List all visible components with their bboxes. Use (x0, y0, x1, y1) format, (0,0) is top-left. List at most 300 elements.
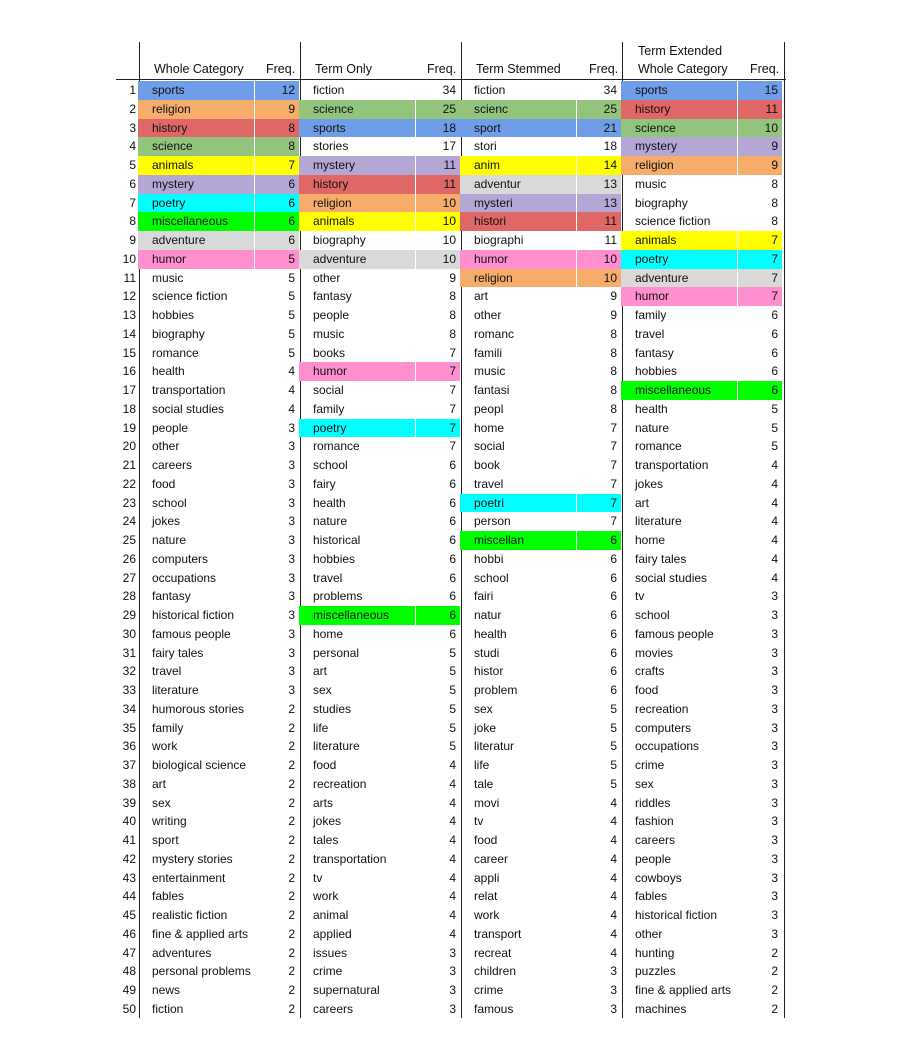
rank-number: 49 (122, 983, 136, 997)
table-cell-col1 (138, 831, 299, 850)
term-label: literature (313, 739, 360, 754)
col1-header-freq: Freq. (266, 62, 296, 76)
frequency-value: 5 (288, 345, 295, 360)
table-cell-col1 (138, 962, 299, 981)
table-cell-col3 (460, 456, 621, 475)
term-label: humor (460, 250, 576, 269)
rank-number: 32 (122, 664, 136, 679)
frequency-value: 5 (610, 776, 617, 791)
term-label: puzzles (635, 964, 676, 979)
frequency-value: 3 (771, 645, 778, 660)
rank-number: 38 (122, 776, 136, 791)
frequency-value: 6 (737, 381, 782, 400)
table-cell-col4 (621, 662, 782, 681)
frequency-value: 2 (771, 983, 778, 997)
row-spacer (0, 231, 116, 250)
table-cell-col3 (460, 869, 621, 888)
term-label: entertainment (152, 870, 226, 885)
term-label: literature (152, 683, 199, 697)
term-label: crafts (635, 664, 665, 679)
term-label: fine & applied arts (152, 926, 249, 941)
frequency-value: 2 (288, 926, 295, 941)
table-cell-col3 (460, 550, 621, 569)
table-cell-col3 (460, 962, 621, 981)
table-cell-col3 (460, 100, 621, 119)
frequency-value: 18 (603, 139, 617, 154)
term-label: tv (474, 814, 484, 829)
row-spacer (0, 344, 116, 363)
frequency-value: 7 (610, 458, 617, 472)
term-label: fantasy (635, 345, 674, 360)
table-cell-col2 (299, 925, 460, 944)
rank-number: 11 (123, 270, 136, 285)
term-label: travel (635, 326, 665, 341)
table-cell-col2 (299, 231, 460, 250)
rank-number: 20 (122, 439, 136, 454)
table-cell-col1 (138, 662, 299, 681)
term-label: adventur (460, 175, 576, 194)
term-label: social studies (152, 401, 225, 416)
rank-number: 22 (122, 476, 136, 491)
table-cell-col1 (138, 906, 299, 925)
column-divider (784, 42, 785, 1018)
rank-number: 30 (122, 626, 136, 641)
frequency-value: 3 (449, 964, 456, 979)
frequency-value: 3 (771, 758, 778, 772)
table-cell-col3 (460, 269, 621, 288)
term-label: home (635, 533, 666, 547)
frequency-value: 9 (449, 270, 456, 285)
term-label: biography (152, 326, 205, 341)
table-cell-col2 (299, 869, 460, 888)
frequency-value: 6 (254, 212, 299, 231)
row-spacer (0, 287, 116, 306)
term-label: issues (313, 945, 348, 960)
frequency-value: 6 (449, 570, 456, 585)
frequency-value: 4 (771, 514, 778, 529)
frequency-value: 7 (449, 383, 456, 397)
rank-number: 23 (122, 495, 136, 510)
table-cell-col3 (460, 231, 621, 250)
rank-number: 9 (129, 233, 136, 247)
frequency-value: 6 (254, 231, 299, 250)
term-label: miscellaneous (138, 212, 254, 231)
rank-number: 39 (122, 795, 136, 810)
row-spacer (0, 850, 116, 869)
frequency-value: 15 (737, 81, 782, 100)
table-cell-col2 (299, 606, 460, 625)
frequency-value: 6 (449, 551, 456, 566)
term-label: book (474, 458, 501, 472)
term-label: career (474, 851, 509, 866)
rank-number: 5 (129, 158, 136, 172)
term-label: riddles (635, 795, 671, 810)
row-spacer (0, 944, 116, 963)
frequency-value: 17 (442, 139, 456, 154)
term-label: humorous stories (152, 701, 245, 716)
term-label: home (313, 626, 344, 641)
term-label: careers (635, 833, 676, 847)
rank-number: 37 (122, 758, 136, 772)
table-cell-col4 (621, 906, 782, 925)
term-label: hobbies (635, 364, 678, 379)
rank-number: 47 (122, 945, 136, 960)
term-label: miscellan (460, 531, 576, 550)
term-label: travel (313, 570, 343, 585)
term-label: travel (152, 664, 182, 679)
table-cell-col2 (299, 306, 460, 325)
frequency-value: 4 (771, 495, 778, 510)
frequency-value: 3 (771, 739, 778, 754)
frequency-value: 3 (288, 645, 295, 660)
table-cell-col3 (460, 1000, 621, 1019)
table-cell-col3 (460, 287, 621, 306)
table-cell-col3 (460, 662, 621, 681)
frequency-value: 8 (610, 345, 617, 360)
term-label: fairy tales (635, 551, 687, 566)
term-label: poetri (460, 494, 576, 513)
frequency-value: 2 (288, 983, 295, 997)
rank-number: 50 (122, 1001, 136, 1016)
frequency-value: 3 (288, 664, 295, 679)
term-label: transportation (313, 851, 387, 866)
frequency-value: 5 (288, 326, 295, 341)
table-cell-col4 (621, 306, 782, 325)
term-label: health (635, 401, 668, 416)
frequency-value: 2 (288, 776, 295, 791)
frequency-value: 4 (449, 795, 456, 810)
term-label: hobbi (474, 551, 504, 566)
term-label: scienc (460, 100, 576, 119)
row-spacer (0, 569, 116, 588)
table-cell-col4 (621, 269, 782, 288)
frequency-value: 8 (610, 401, 617, 416)
term-label: sport (460, 119, 576, 138)
term-label: problems (313, 589, 363, 604)
table-cell-col4 (621, 1000, 782, 1019)
rank-number: 15 (122, 345, 136, 360)
term-label: famous (474, 1001, 514, 1016)
table-cell-col1 (138, 587, 299, 606)
term-label: social (313, 383, 344, 397)
row-spacer (0, 531, 116, 550)
table-cell-col3 (460, 587, 621, 606)
row-spacer (0, 700, 116, 719)
row-spacer (0, 756, 116, 775)
frequency-value: 2 (288, 889, 295, 904)
rank-number: 18 (122, 401, 136, 416)
table-cell-col2 (299, 494, 460, 513)
table-cell-col1 (138, 531, 299, 550)
frequency-value: 3 (288, 626, 295, 641)
frequency-value: 6 (610, 626, 617, 641)
frequency-value: 6 (576, 531, 621, 550)
table-cell-col2 (299, 175, 460, 194)
table-cell-col4 (621, 550, 782, 569)
table-cell-col2 (299, 475, 460, 494)
table-cell-col2 (299, 194, 460, 213)
frequency-value: 2 (288, 701, 295, 716)
table-cell-col3 (460, 700, 621, 719)
frequency-value: 4 (449, 926, 456, 941)
frequency-value: 2 (771, 964, 778, 979)
rank-number: 24 (122, 514, 136, 529)
frequency-value: 13 (576, 175, 621, 194)
table-cell-col1 (138, 775, 299, 794)
frequency-value: 7 (576, 494, 621, 513)
term-label: humor (138, 250, 254, 269)
term-label: biographi (474, 233, 524, 247)
col3-header-freq: Freq. (589, 62, 619, 76)
frequency-value: 3 (610, 1001, 617, 1016)
frequency-value: 7 (610, 420, 617, 435)
row-spacer (0, 419, 116, 438)
frequency-value: 2 (288, 870, 295, 885)
frequency-value: 3 (771, 608, 778, 622)
frequency-value: 4 (449, 851, 456, 866)
row-spacer (0, 644, 116, 663)
row-spacer (0, 381, 116, 400)
term-label: historical (313, 533, 361, 547)
frequency-value: 3 (288, 476, 295, 491)
term-label: occupations (152, 570, 217, 585)
frequency-value: 4 (449, 889, 456, 904)
frequency-value: 10 (442, 233, 456, 247)
frequency-value: 11 (415, 175, 460, 194)
table-cell-col1 (138, 944, 299, 963)
term-label: movies (635, 645, 674, 660)
term-label: family (313, 401, 345, 416)
term-label: sports (299, 119, 415, 138)
term-label: people (313, 308, 350, 322)
frequency-value: 5 (771, 401, 778, 416)
term-label: religion (138, 100, 254, 119)
rank-number: 34 (122, 701, 136, 716)
table-cell-col3 (460, 737, 621, 756)
rank-number: 29 (122, 608, 136, 622)
table-cell-col2 (299, 81, 460, 100)
frequency-value: 6 (449, 626, 456, 641)
row-spacer (0, 662, 116, 681)
term-label: romanc (474, 326, 515, 341)
table-cell-col2 (299, 644, 460, 663)
table-cell-col2 (299, 325, 460, 344)
table-cell-col1 (138, 362, 299, 381)
rank-number: 19 (122, 420, 136, 435)
term-label: books (313, 345, 346, 360)
term-label: hobbies (152, 308, 195, 322)
term-label: music (152, 270, 184, 285)
table-cell-col2 (299, 812, 460, 831)
rank-number: 42 (122, 851, 136, 866)
frequency-value: 6 (449, 514, 456, 529)
table-cell-col2 (299, 287, 460, 306)
term-label: fantasy (152, 589, 191, 604)
table-cell-col3 (460, 512, 621, 531)
term-label: crime (635, 758, 665, 772)
frequency-value: 8 (449, 326, 456, 341)
frequency-value: 4 (771, 551, 778, 566)
term-label: biography (313, 233, 366, 247)
term-label: other (635, 926, 663, 941)
frequency-value: 3 (449, 945, 456, 960)
term-label: sex (313, 683, 332, 697)
table-cell-col1 (138, 81, 299, 100)
term-label: fairi (474, 589, 494, 604)
row-spacer (0, 1000, 116, 1019)
rank-number: 26 (122, 551, 136, 566)
rank-number: 21 (122, 458, 136, 472)
rank-number: 45 (122, 908, 136, 922)
table-cell-col1 (138, 925, 299, 944)
frequency-value: 11 (415, 156, 460, 175)
table-cell-col2 (299, 756, 460, 775)
table-cell-col2 (299, 794, 460, 813)
table-cell-col1 (138, 869, 299, 888)
table-cell-col1 (138, 700, 299, 719)
row-spacer (0, 812, 116, 831)
row-spacer (0, 137, 116, 156)
frequency-value: 8 (771, 214, 778, 229)
term-label: appli (474, 870, 500, 885)
table-cell-col1 (138, 175, 299, 194)
row-spacer (0, 194, 116, 213)
frequency-value: 7 (610, 439, 617, 454)
frequency-value: 3 (771, 626, 778, 641)
table-cell-col2 (299, 381, 460, 400)
table-cell-col2 (299, 156, 460, 175)
term-label: stories (313, 139, 349, 154)
term-label: history (621, 100, 737, 119)
table-cell-col3 (460, 906, 621, 925)
table-cell-col1 (138, 287, 299, 306)
table-cell-col4 (621, 850, 782, 869)
rank-number: 33 (122, 683, 136, 697)
term-label: tale (474, 776, 494, 791)
term-label: jokes (313, 814, 342, 829)
frequency-value: 4 (610, 926, 617, 941)
rank-number: 12 (122, 289, 136, 304)
term-label: history (138, 119, 254, 138)
term-label: mystery (138, 175, 254, 194)
term-label: school (474, 570, 509, 585)
table-cell-col1 (138, 250, 299, 269)
frequency-value: 7 (737, 287, 782, 306)
rank-number: 46 (122, 926, 136, 941)
table-cell-col4 (621, 437, 782, 456)
row-spacer (0, 869, 116, 888)
frequency-value: 6 (610, 664, 617, 679)
term-label: life (474, 758, 490, 772)
frequency-value: 3 (771, 814, 778, 829)
term-label: recreation (313, 776, 367, 791)
term-label: other (152, 439, 180, 454)
row-spacer (0, 81, 116, 100)
rank-number: 14 (122, 326, 136, 341)
table-cell-col2 (299, 719, 460, 738)
table-cell-col1 (138, 325, 299, 344)
term-label: animals (299, 212, 415, 231)
row-spacer (0, 175, 116, 194)
row-spacer (0, 269, 116, 288)
table-cell-col2 (299, 212, 460, 231)
frequency-value: 4 (610, 889, 617, 904)
table-cell-col2 (299, 250, 460, 269)
term-label: humor (299, 362, 415, 381)
table-cell-col1 (138, 475, 299, 494)
table-cell-col2 (299, 681, 460, 700)
term-label: health (152, 364, 185, 379)
col3-header-title: Term Stemmed (476, 62, 561, 76)
table-cell-col2 (299, 662, 460, 681)
table-cell-col3 (460, 437, 621, 456)
frequency-value: 4 (288, 383, 295, 397)
frequency-value: 34 (603, 83, 617, 97)
term-label: food (313, 758, 337, 772)
table-cell-col4 (621, 644, 782, 663)
table-cell-col3 (460, 719, 621, 738)
term-label: romance (152, 345, 199, 360)
table-cell-col1 (138, 1000, 299, 1019)
term-label: music (635, 176, 667, 191)
table-cell-col4 (621, 962, 782, 981)
table-cell-col2 (299, 362, 460, 381)
frequency-value: 6 (610, 683, 617, 697)
frequency-value: 6 (449, 589, 456, 604)
frequency-value: 8 (254, 119, 299, 138)
term-label: writing (152, 814, 187, 829)
term-label: recreation (635, 701, 689, 716)
frequency-value: 3 (771, 889, 778, 904)
term-label: biography (635, 195, 688, 210)
term-label: tales (313, 833, 339, 847)
frequency-value: 6 (254, 175, 299, 194)
term-label: food (474, 833, 498, 847)
table-body (0, 81, 782, 1019)
rank-number: 48 (122, 964, 136, 979)
term-label: people (635, 851, 672, 866)
frequency-value: 7 (449, 439, 456, 454)
row-spacer (0, 456, 116, 475)
term-label: joke (474, 720, 497, 735)
frequency-value: 8 (610, 383, 617, 397)
table-cell-col4 (621, 681, 782, 700)
rank-number: 27 (122, 570, 136, 585)
frequency-value: 12 (254, 81, 299, 100)
table-cell-col3 (460, 756, 621, 775)
table-cell-col1 (138, 981, 299, 1000)
term-label: fairy (313, 476, 336, 491)
table-cell-col4 (621, 250, 782, 269)
term-label: computers (152, 551, 209, 566)
term-label: computers (635, 720, 692, 735)
table-cell-col2 (299, 906, 460, 925)
table-cell-col3 (460, 306, 621, 325)
table-cell-col4 (621, 569, 782, 588)
term-label: work (313, 889, 339, 904)
table-cell-col3 (460, 531, 621, 550)
frequency-value: 4 (771, 458, 778, 472)
frequency-value: 2 (288, 720, 295, 735)
table-cell-col3 (460, 325, 621, 344)
term-label: problem (474, 683, 518, 697)
frequency-value: 3 (610, 964, 617, 979)
frequency-value: 10 (415, 250, 460, 269)
frequency-value: 8 (254, 137, 299, 156)
frequency-value: 5 (449, 720, 456, 735)
frequency-value: 2 (288, 739, 295, 754)
table-cell-col3 (460, 569, 621, 588)
